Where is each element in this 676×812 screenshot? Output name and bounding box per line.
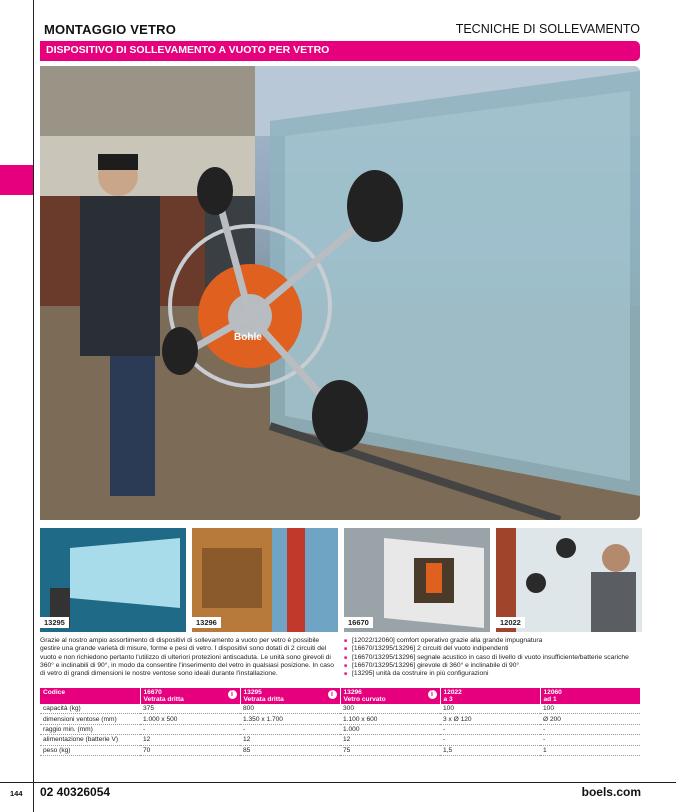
side-tab-marker bbox=[0, 165, 33, 195]
spec-header-cell: Codice bbox=[40, 688, 140, 704]
spec-value: 1.350 x 1.700 bbox=[240, 714, 340, 724]
info-icon[interactable]: i bbox=[328, 690, 337, 699]
info-icon[interactable]: i bbox=[428, 690, 437, 699]
thumbnail-code: 12022 bbox=[496, 617, 525, 628]
thumbnail-13295 bbox=[40, 528, 186, 632]
feature-item: ■ [16670/13295/13296] 2 circuiti del vuoto indipendenti bbox=[344, 645, 644, 653]
spec-value: 75 bbox=[340, 745, 440, 755]
feature-item: ■ [16670/13295/13296] segnale acustico in caso di livello di vuoto insufficiente/batterie scariche bbox=[344, 654, 644, 662]
thumbnail-code: 16670 bbox=[344, 617, 373, 628]
spec-value: - bbox=[240, 724, 340, 734]
spec-value: 12 bbox=[140, 735, 240, 745]
table-row bbox=[40, 704, 640, 714]
specification-table bbox=[40, 688, 641, 756]
spec-value: 800 bbox=[240, 704, 340, 714]
device-brand-label: Bohle bbox=[234, 332, 262, 343]
spec-header-cell: 13296 Vetro curvato i bbox=[340, 688, 440, 704]
spec-label: raggio min. (mm) bbox=[40, 724, 140, 734]
thumbnail-code: 13296 bbox=[192, 617, 221, 628]
footer-rule bbox=[0, 782, 676, 783]
spec-value: 1.000 bbox=[340, 724, 440, 734]
spec-header-row bbox=[40, 688, 640, 704]
page-number: 144 bbox=[10, 789, 23, 798]
spec-value: - bbox=[540, 735, 640, 745]
spec-value: 100 bbox=[540, 704, 640, 714]
spec-value: 375 bbox=[140, 704, 240, 714]
thumbnail-16670 bbox=[344, 528, 490, 632]
spec-header-cell: 12060 ad 1 bbox=[540, 688, 640, 704]
thumbnail-13296 bbox=[192, 528, 338, 632]
spec-value: 100 bbox=[440, 704, 540, 714]
product-subtitle: DISPOSITIVO DI SOLLEVAMENTO A VUOTO PER VETRO bbox=[46, 44, 330, 56]
spec-label: peso (kg) bbox=[40, 745, 140, 755]
main-photo-illustration bbox=[40, 66, 640, 520]
category-title: TECNICHE DI SOLLEVAMENTO bbox=[455, 22, 640, 36]
spec-label: capacità (kg) bbox=[40, 704, 140, 714]
feature-list bbox=[344, 637, 644, 678]
spec-value: 12 bbox=[340, 735, 440, 745]
spec-header-cell: 16670 Vetrata dritta i bbox=[140, 688, 240, 704]
main-product-photo bbox=[40, 66, 640, 520]
table-row bbox=[40, 714, 640, 724]
thumbnail-12022 bbox=[496, 528, 642, 632]
left-margin-rule bbox=[33, 0, 34, 812]
feature-item: ■ [16670/13295/13296] girevole di 360° e inclinabile di 90° bbox=[344, 662, 644, 670]
spec-value: Ø 200 bbox=[540, 714, 640, 724]
page-header bbox=[40, 22, 640, 40]
spec-label: alimentazione (batterie V) bbox=[40, 735, 140, 745]
spec-header-cell: 13295 Vetrata dritta i bbox=[240, 688, 340, 704]
spec-value: 3 x Ø 120 bbox=[440, 714, 540, 724]
spec-value: 85 bbox=[240, 745, 340, 755]
spec-value: - bbox=[540, 724, 640, 734]
spec-value: 300 bbox=[340, 704, 440, 714]
feature-item: ■ [13295] unità da costruire in più configurazioni bbox=[344, 670, 644, 678]
spec-value: - bbox=[440, 724, 540, 734]
spec-value: 12 bbox=[240, 735, 340, 745]
info-icon[interactable]: i bbox=[228, 690, 237, 699]
phone-number[interactable]: 02 40326054 bbox=[40, 785, 111, 799]
website-link[interactable]: boels.com bbox=[581, 785, 641, 799]
spec-value: 1 bbox=[540, 745, 640, 755]
table-row bbox=[40, 745, 640, 755]
spec-value: - bbox=[140, 724, 240, 734]
subtitle-bar bbox=[40, 41, 640, 61]
spec-header-cell: 12022 a 3 bbox=[440, 688, 540, 704]
product-description: Grazie al nostro ampio assortimento di dispositivi di sollevamento a vuoto per vetro è possibile gestire una grande varietà di misure, forme e pesi di vetro. I dispositivi sono dotati di 2 circuiti del vuoto e non richiedono pertanto l'utilizzo di ulteriori protezioni antiscaduta. Le unità sono girevoli di 360° e inclinabili di 90°, in modo da consentire l'inserimento del vetro in qualsiasi posizione. In caso di vetro di grandi dimensioni le nostre ventose sono ideali durante l'installazione. bbox=[40, 637, 334, 678]
table-row bbox=[40, 724, 640, 734]
thumbnail-code: 13295 bbox=[40, 617, 69, 628]
table-row bbox=[40, 735, 640, 745]
spec-label: dimensioni ventose (mm) bbox=[40, 714, 140, 724]
spec-value: 1.100 x 600 bbox=[340, 714, 440, 724]
feature-item: ■ [12022/12060] comfort operativo grazie alla grande impugnatura bbox=[344, 637, 644, 645]
spec-value: 1.000 x 500 bbox=[140, 714, 240, 724]
spec-value: 1,5 bbox=[440, 745, 540, 755]
spec-value: - bbox=[440, 735, 540, 745]
section-title: MONTAGGIO VETRO bbox=[44, 22, 177, 37]
spec-value: 70 bbox=[140, 745, 240, 755]
